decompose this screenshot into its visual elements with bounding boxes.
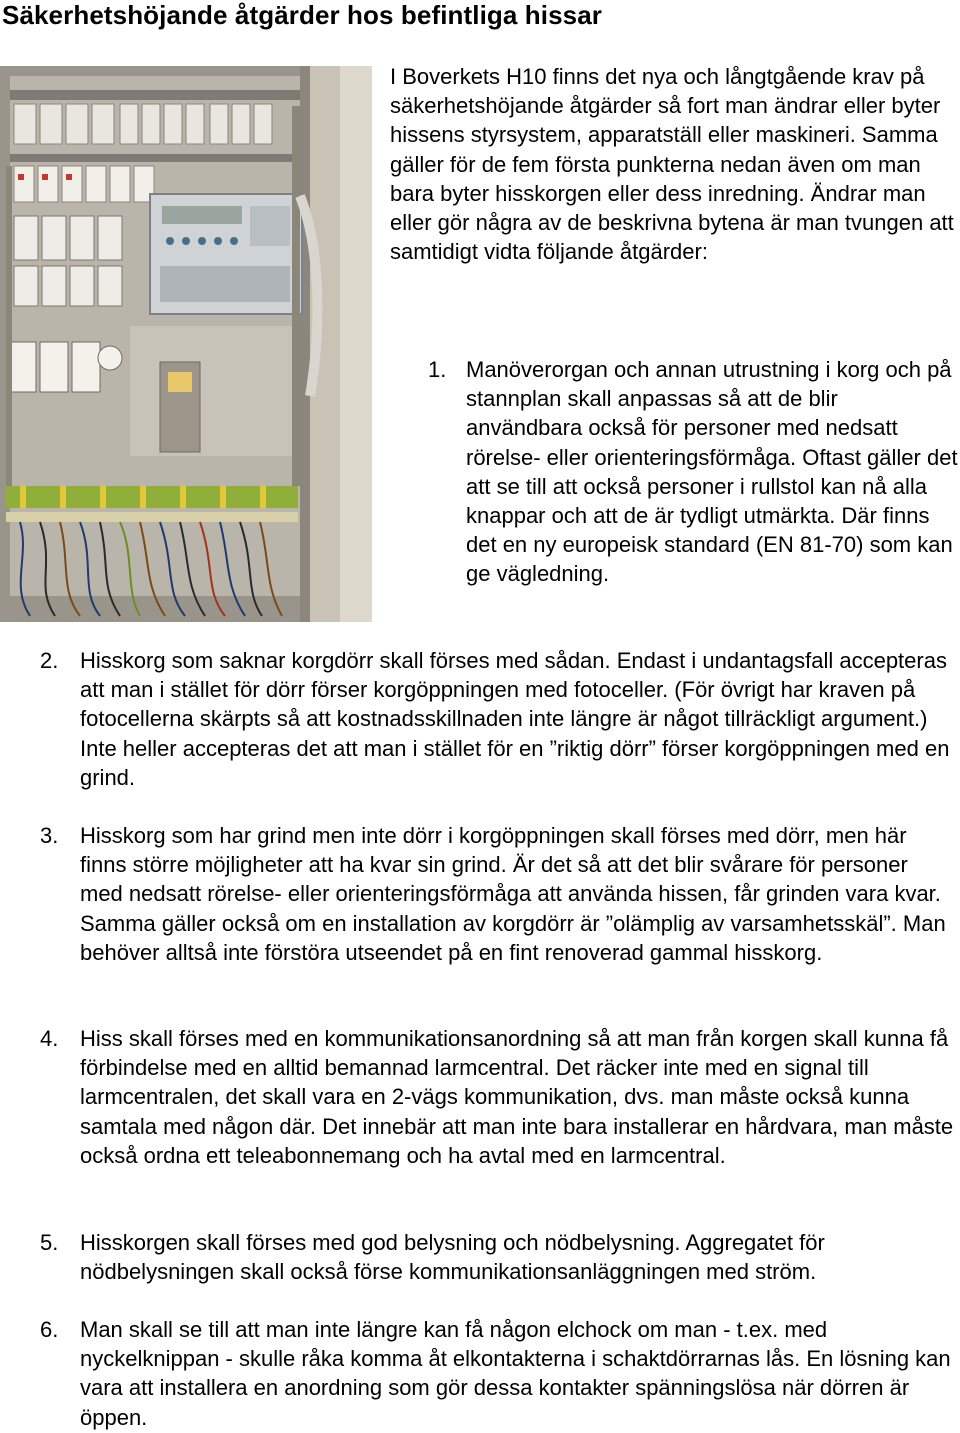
list-item — [40, 821, 956, 967]
list-item-number: 4. — [40, 1026, 59, 1051]
list-item-number: 2. — [40, 648, 59, 673]
list-item-text: Manöverorgan och annan utrustning i korg och på stannplan skall anpassas så att de blir användbara också för personer med nedsatt rörelse- eller orienteringsförmåga. Oftast gäller det att se till att också personer i rullstol kan nå alla knappar och att de är tydligt utmärkta. Där finns det en ny europeisk standard (EN 81-70) som kan ge vägledning. — [466, 357, 958, 587]
list-item-number: 3. — [40, 823, 59, 848]
page-title: Säkerhetshöjande åtgärder hos befintliga hissar — [2, 0, 602, 30]
list-item-text: Hisskorgen skall förses med god belysning och nödbelysning. Aggregatet för nödbelysningen skall också förse kommunikationsanläggningen med ström. — [80, 1230, 825, 1285]
list-item-text: Man skall se till att man inte längre kan få någon elchock om man - t.ex. med nyckelknippan - skulle råka komma åt elkontakterna i schaktdörrarnas lås. En lösning kan vara att installera en anordning som gör dessa kontakter spänningslösa när dörren är öppen. — [80, 1317, 951, 1430]
list-item-text: Hisskorg som har grind men inte dörr i korgöppningen skall förses med dörr, men här finns större möjligheter att ha kvar sin grind. Är det så att det blir svårare för personer med nedsatt rörelse- eller orienteringsförmåga att använda hissen, får grinden vara kvar. Samma gäller också om en installation av korgdörr är ”olämplig av varsamhetsskäl”. Man behöver alltså inte förstöra utseendet på en fint renoverad gammal hisskorg. — [80, 823, 946, 965]
list-item-number: 5. — [40, 1230, 59, 1255]
list-item-number: 6. — [40, 1317, 59, 1342]
list-item — [40, 646, 956, 792]
list-item — [40, 1024, 956, 1170]
list-item-text: Hisskorg som saknar korgdörr skall förses med sådan. Endast i undantagsfall accepteras att man i stället för dörr förser korgöppningen med fotoceller. (För övrigt har kraven på fotocellerna skärpts så att kostnadsskillnaden inte längre är något tillräckligt argument.) Inte heller accepteras det att man i stället för en ”riktig dörr” förser korgöppningen med en grind. — [80, 648, 950, 790]
list-item-number: 1. — [428, 357, 447, 382]
list-item — [40, 1228, 956, 1286]
list-item — [40, 1315, 956, 1432]
control-cabinet-photo — [0, 66, 372, 622]
list-item — [428, 355, 960, 589]
intro-paragraph: I Boverkets H10 finns det nya och långtgående krav på säkerhetshöjande åtgärder så fort man ändrar eller byter hissens styrsystem, apparatställ eller maskineri. Samma gäller för de fem första punkterna nedan även om man bara byter hisskorgen eller dess inredning. Ändrar man eller gör några av de beskrivna bytena är man tvungen att samtidigt vidta följande åtgärder: — [390, 64, 954, 265]
list-item-text: Hiss skall förses med en kommunikationsanordning så att man från korgen skall kunna få förbindelse med en alltid bemannad larmcentral. Det räcker inte med en signal till larmcentralen, det skall vara en 2-vägs kommunikation, dvs. man måste också kunna samtala med någon där. Det innebär att man inte bara installerar en hårdvara, man måste också ordna ett teleabonnemang och ha avtal med en larmcentral. — [80, 1026, 954, 1168]
